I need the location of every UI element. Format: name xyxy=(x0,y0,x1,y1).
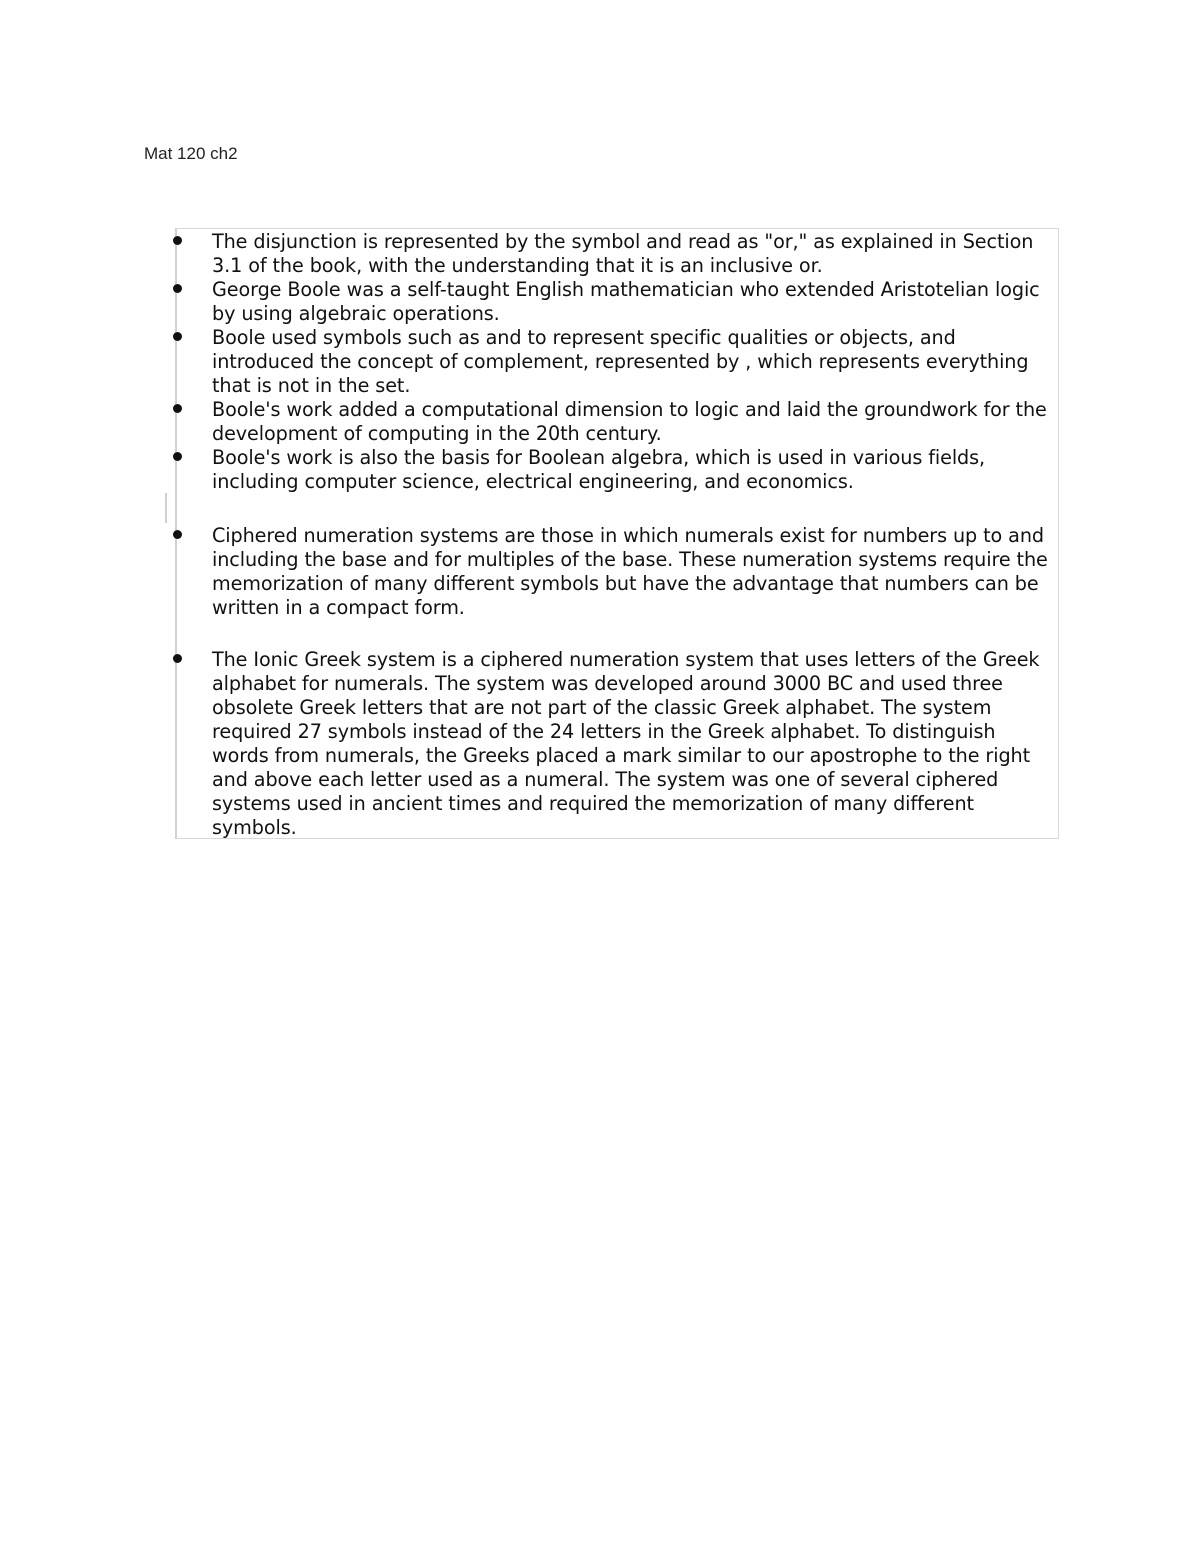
margin-change-bar xyxy=(165,493,167,523)
list-item xyxy=(177,398,1058,446)
bullet-list-boole xyxy=(177,230,1058,494)
list-item-text: George Boole was a self-taught English mathematician who extended Aristotelian logic by using algebraic operations. xyxy=(212,278,1040,325)
list-item xyxy=(177,648,1058,840)
list-item xyxy=(177,446,1058,494)
page-title: Mat 120 ch2 xyxy=(144,144,238,163)
bullet-list-ionic-greek xyxy=(177,648,1058,840)
bullet-icon xyxy=(173,530,182,539)
bullet-icon xyxy=(173,332,182,341)
list-item-text: Boole's work is also the basis for Boolean algebra, which is used in various fields, including computer science, electrical engineering, and economics. xyxy=(212,446,986,493)
list-item-text: Boole's work added a computational dimension to logic and laid the groundwork for the development of computing in the 20th century. xyxy=(212,398,1047,445)
bullet-icon xyxy=(173,654,182,663)
bullet-icon xyxy=(173,284,182,293)
list-item-text: The disjunction is represented by the symbol and read as "or," as explained in Section 3.1 of the book, with the understanding that it is an inclusive or. xyxy=(212,230,1034,277)
bullet-icon xyxy=(173,404,182,413)
list-item-text: Boole used symbols such as and to represent specific qualities or objects, and introduced the concept of complement, represented by , which represents everything that is not in the set. xyxy=(212,326,1029,397)
list-item xyxy=(177,326,1058,398)
list-item-text: The Ionic Greek system is a ciphered numeration system that uses letters of the Greek alphabet for numerals. The system was developed around 3000 BC and used three obsolete Greek letters that are not part of the classic Greek alphabet. The system required 27 symbols instead of the 24 letters in the Greek alphabet. To distinguish words from numerals, the Greeks placed a mark similar to our apostrophe to the right and above each letter used as a numeral. The system was one of several ciphered systems used in ancient times and required the memorization of many different symbols. xyxy=(212,648,1040,839)
list-item xyxy=(177,524,1058,620)
list-item-text: Ciphered numeration systems are those in which numerals exist for numbers up to and including the base and for multiples of the base. These numeration systems require the memorization of many different symbols but have the advantage that numbers can be written in a compact form. xyxy=(212,524,1048,619)
bullet-icon xyxy=(173,236,182,245)
bullet-icon xyxy=(173,452,182,461)
list-item xyxy=(177,230,1058,278)
notes-box xyxy=(175,228,1059,839)
list-item xyxy=(177,278,1058,326)
bullet-list-ciphered xyxy=(177,524,1058,620)
